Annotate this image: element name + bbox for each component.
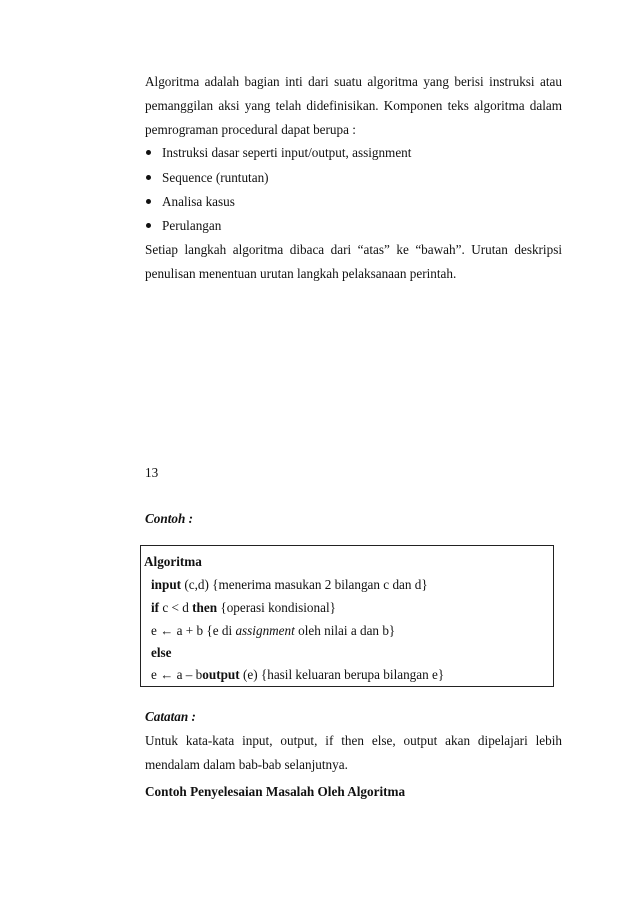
contoh-heading: Contoh : xyxy=(145,511,194,526)
catatan-line-2: mendalam dalam bab-bab selanjutnya. xyxy=(145,757,348,772)
bullet-item: Sequence (runtutan) xyxy=(145,166,562,190)
closing-line-1: Setiap langkah algoritma dibaca dari “atas” ke “bawah”. Urutan deskripsi xyxy=(145,242,562,257)
algorithm-line-input: input (c,d) {menerima masukan 2 bilangan c dan d} xyxy=(151,577,428,592)
intro-line-3: pemrograman procedural dapat berupa : xyxy=(145,122,356,137)
bullet-item: Perulangan xyxy=(145,214,562,238)
catatan-line-1: Untuk kata-kata input, output, if then else, output akan dipelajari lebih xyxy=(145,733,562,748)
section-heading: Contoh Penyelesaian Masalah Oleh Algoritma xyxy=(145,784,406,799)
bullet-item: Instruksi dasar seperti input/output, assignment xyxy=(145,141,562,165)
algorithm-line-else: else xyxy=(151,645,172,660)
algorithm-line-output: e ← a – boutput (e) {hasil keluaran berupa bilangan e} xyxy=(151,667,445,682)
algorithm-title: Algoritma xyxy=(144,554,202,569)
bullet-icon xyxy=(146,150,151,155)
algorithm-line-if: if c < d then {operasi kondisional} xyxy=(151,600,336,615)
catatan-heading: Catatan : xyxy=(145,709,196,724)
bullet-icon xyxy=(146,199,151,204)
page-number: 13 xyxy=(145,465,159,480)
algorithm-line-assign: e ← a + b {e di assignment oleh nilai a dan b} xyxy=(151,623,396,638)
closing-line-2: penulisan menentuan urutan langkah pelaksanaan perintah. xyxy=(145,266,457,281)
bullet-item: Analisa kasus xyxy=(145,190,562,214)
bullet-icon xyxy=(146,175,151,180)
intro-line-1: Algoritma adalah bagian inti dari suatu algoritma yang berisi instruksi atau xyxy=(145,74,562,89)
bullet-icon xyxy=(146,223,151,228)
algorithm-box xyxy=(140,545,554,687)
intro-line-2: pemanggilan aksi yang telah didefinisikan. Komponen teks algoritma dalam xyxy=(145,98,562,113)
